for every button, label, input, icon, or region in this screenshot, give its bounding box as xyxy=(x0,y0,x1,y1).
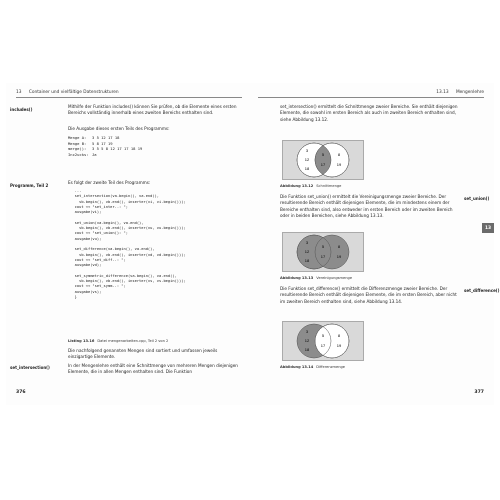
venn-figure-union xyxy=(282,232,364,272)
output-value: 5 8 17 19 xyxy=(92,140,113,146)
venn-diagram-intersection xyxy=(283,141,363,179)
venn-label-shared: 5 xyxy=(321,152,325,157)
venn-label-right: 8 xyxy=(337,244,341,249)
figure-caption-13-14 xyxy=(280,365,345,369)
venn-label-right: 19 xyxy=(336,343,342,348)
venn-figure-intersection xyxy=(282,140,364,180)
venn-label-right: 8 xyxy=(337,152,341,157)
listing-caption xyxy=(68,339,168,343)
program-output xyxy=(68,135,142,157)
venn-label-shared: 5 xyxy=(321,244,325,249)
margin-label-program-part-2: Programm, Teil 2 xyxy=(10,183,49,188)
figure-caption-text: Vereinigungsmenge xyxy=(316,276,353,280)
left-header-title: Container und vielfältige Datenstrukturen xyxy=(28,90,119,95)
venn-label-left: 18 xyxy=(304,347,310,352)
output-key: merge(): xyxy=(68,146,87,152)
figure-caption-13-13 xyxy=(280,276,352,280)
right-running-header xyxy=(436,90,484,95)
left-paragraph-1: Mithilfe der Funktion includes() können Sie prüfen, ob die Elemente eines ersten Bereichs vollständig innerhalb eines zweiten Bereichs enthalten sind. xyxy=(68,104,237,116)
venn-figure-difference xyxy=(282,321,364,361)
venn-label-shared: 17 xyxy=(320,162,326,167)
figure-caption-label: Abbildung 13.12 xyxy=(280,184,314,188)
venn-diagram-union xyxy=(283,233,363,271)
margin-label-set-intersection: set_intersection() xyxy=(10,365,50,370)
right-paragraph-1: set_intersection() ermittelt die Schnittmenge zweier Bereiche. Sie enthält diejenigen Elemente, die sowohl im ersten Bereich als auch im zweiten Bereich enthalten sind, siehe Abbildung 13.12. xyxy=(280,104,458,122)
output-key: Menge B: xyxy=(68,140,87,146)
right-header-title: Mengenlehre xyxy=(455,90,484,95)
venn-label-right: 8 xyxy=(337,333,341,338)
output-key: Inc2ucks: xyxy=(68,151,89,157)
venn-label-shared: 17 xyxy=(320,343,326,348)
margin-label-set-difference: set_difference() xyxy=(464,288,500,293)
left-page xyxy=(6,83,250,405)
right-page-number: 377 xyxy=(474,390,484,395)
venn-label-shared: 5 xyxy=(321,333,325,338)
figure-caption-text: Schnittmenge xyxy=(316,184,342,188)
figure-caption-text: Differenzmenge xyxy=(316,365,345,369)
output-row xyxy=(68,152,142,158)
venn-label-left: 12 xyxy=(304,249,310,254)
left-page-number: 376 xyxy=(16,390,26,395)
venn-label-left: 3 xyxy=(305,148,309,153)
left-paragraph-4: Die nachfolgend genannten Mengen sind sortiert und umfassen jeweils einzigartige Elemente. xyxy=(68,348,218,360)
output-key: Menge A: xyxy=(68,135,87,140)
left-paragraph-2: Die Ausgabe dieses ersten Teils des Programms: xyxy=(68,126,170,131)
venn-label-shared: 17 xyxy=(320,254,326,259)
code-listing: ... set_intersection(va.begin(), va.end(), vb.begin(), vb.end(), inserter(vi, vi.begin())); cout << "set_inter..: "; ausgabe(vi); set_union(va.begin(), va.end(), vb.begin(), vb.end(), inserter(vu, vu.begin())); cout << "set_union(): "; ausgabe(vu); set_difference(va.begin(), va.end(), vb.begin(), vb.end(), inserter(vd, vd.begin())); cout << "set_diff..: "; ausgabe(vd); set_symmetric_difference(va.begin(), va.end(), vb.begin(), vb.end(), inserter(vs, vs.begin())); cout << "set_symm..: "; ausgabe(vs); } xyxy=(74,189,186,299)
left-paragraph-5: In der Mengenlehre enthält eine Schnittmenge von mehreren Mengen diejenigen Elemente, die in allen Mengen enthalten sind. Die Funktion xyxy=(68,363,238,375)
venn-label-left: 3 xyxy=(305,329,309,334)
chapter-thumb-tab: 13 xyxy=(482,223,494,233)
right-header-rule xyxy=(258,97,484,98)
right-paragraph-2: Die Funktion set_union() ermittelt die Vereinigungsmenge zweier Bereiche. Der resultierende Bereich enthält diejenigen Elemente, die im mindestens einem der Bereiche enthalten sind, also entweder im ersten Bereich oder im zweiten Bereich oder in beiden Bereichen, siehe Abbildung 13.13. xyxy=(280,194,453,219)
margin-label-includes: includes() xyxy=(10,107,33,112)
venn-label-left: 18 xyxy=(304,258,310,263)
margin-label-set-union: set_union() xyxy=(464,196,490,201)
venn-label-right: 19 xyxy=(336,254,342,259)
output-value: Ja xyxy=(92,151,97,157)
venn-diagram-difference xyxy=(283,322,363,360)
right-header-section-number: 13.13 xyxy=(436,90,449,95)
output-value: 3 5 5 8 12 17 17 18 19 xyxy=(92,146,143,152)
listing-caption-label: Listing 13.16 xyxy=(68,339,95,343)
left-header-chapter-number: 13 xyxy=(16,90,22,95)
figure-caption-13-12 xyxy=(280,184,341,188)
left-header-rule xyxy=(16,97,242,98)
left-running-header xyxy=(16,90,119,95)
left-paragraph-3: Es folgt der zweite Teil des Programms: xyxy=(68,180,151,185)
venn-label-left: 12 xyxy=(304,157,310,162)
right-page xyxy=(250,83,500,405)
venn-label-left: 18 xyxy=(304,166,310,171)
venn-label-left: 12 xyxy=(304,338,310,343)
figure-caption-label: Abbildung 13.14 xyxy=(280,365,314,369)
venn-set-b-shaded xyxy=(315,235,349,269)
figure-caption-label: Abbildung 13.13 xyxy=(280,276,314,280)
right-paragraph-3: Die Funktion set_difference() ermittelt die Differenzmenge zweier Bereiche. Der resultierende Bereich enthält diejenigen Elemente, die im ersten Bereich, aber nicht im zweiten Bereich enthalten sind, siehe Abbildung 13.14. xyxy=(280,286,457,304)
output-value: 3 5 12 17 18 xyxy=(92,135,120,140)
venn-label-left: 3 xyxy=(305,240,309,245)
venn-label-right: 19 xyxy=(336,162,342,167)
listing-caption-text: Datei mengenarbeiten.cpp, Teil 2 von 2 xyxy=(97,339,169,343)
